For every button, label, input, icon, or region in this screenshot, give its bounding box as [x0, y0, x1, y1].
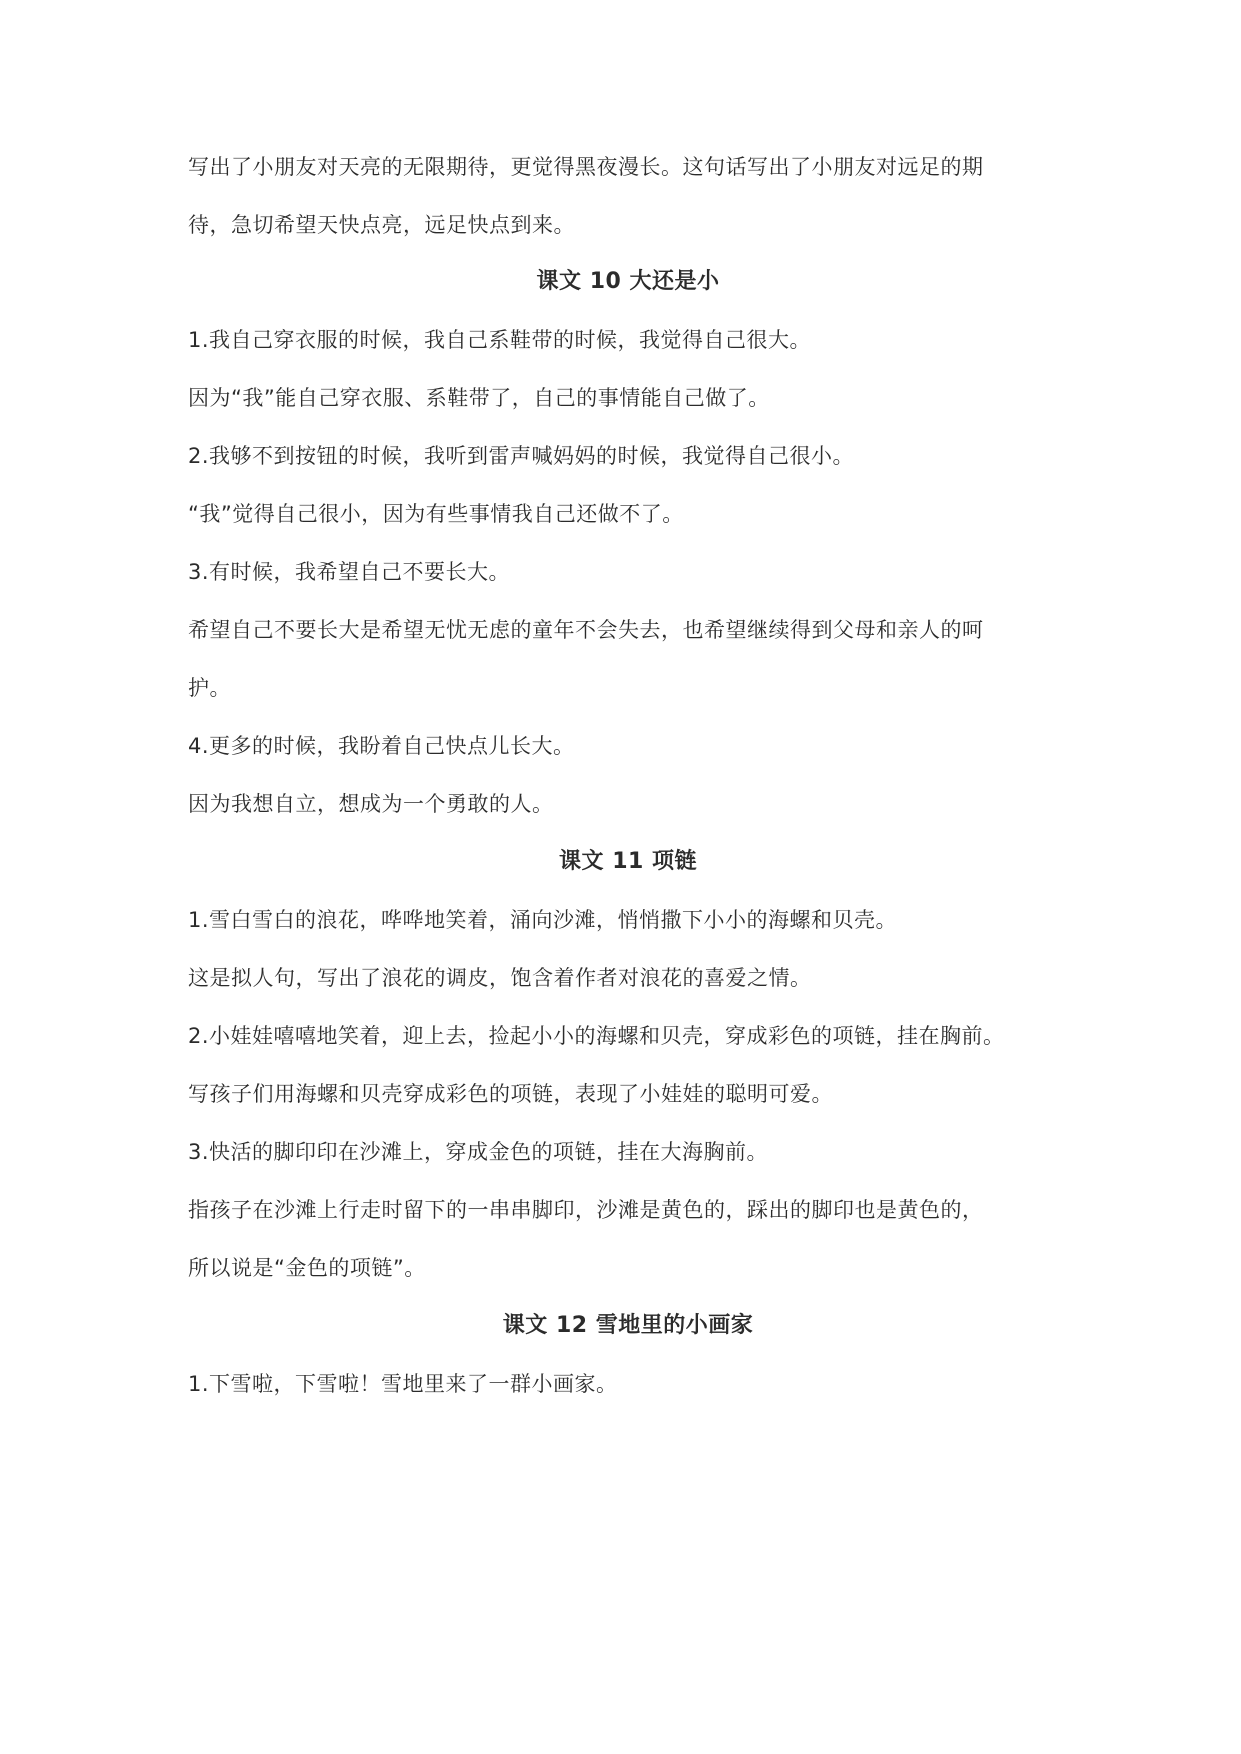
text-line: 待，急切希望天快点亮，远足快点到来。 — [188, 213, 575, 237]
text-line: 2.我够不到按钮的时候，我听到雷声喊妈妈的时候，我觉得自己很小。 — [188, 444, 855, 468]
text-line: 1.下雪啦，下雪啦！雪地里来了一群小画家。 — [188, 1372, 618, 1396]
text-line: 所以说是“金色的项链”。 — [188, 1256, 426, 1280]
text-line: 1.雪白雪白的浪花，哗哗地笑着，涌向沙滩，悄悄撒下小小的海螺和贝壳。 — [188, 908, 898, 932]
text-line: 写出了小朋友对天亮的无限期待，更觉得黑夜漫长。这句话写出了小朋友对远足的期 — [188, 155, 984, 179]
text-line: 3.有时候，我希望自己不要长大。 — [188, 560, 511, 584]
text-line: 这是拟人句，写出了浪花的调皮，饱含着作者对浪花的喜爱之情。 — [188, 966, 812, 990]
text-line: 因为“我”能自己穿衣服、系鞋带了，自己的事情能自己做了。 — [188, 386, 770, 410]
text-line: “我”觉得自己很小，因为有些事情我自己还做不了。 — [188, 502, 684, 526]
text-line: 护。 — [188, 676, 231, 700]
section-heading: 课文 11 项链 — [559, 849, 697, 874]
text-line: 指孩子在沙滩上行走时留下的一串串脚印，沙滩是黄色的，踩出的脚印也是黄色的， — [188, 1198, 984, 1222]
text-line: 写孩子们用海螺和贝壳穿成彩色的项链，表现了小娃娃的聪明可爱。 — [188, 1082, 833, 1106]
text-line: 1.我自己穿衣服的时候，我自己系鞋带的时候，我觉得自己很大。 — [188, 328, 812, 352]
text-line: 3.快活的脚印印在沙滩上，穿成金色的项链，挂在大海胸前。 — [188, 1140, 769, 1164]
text-line: 希望自己不要长大是希望无忧无虑的童年不会失去，也希望继续得到父母和亲人的呵 — [188, 618, 984, 642]
section-heading: 课文 10 大还是小 — [536, 269, 720, 294]
text-line: 4.更多的时候，我盼着自己快点儿长大。 — [188, 734, 575, 758]
text-line: 2.小娃娃嘻嘻地笑着，迎上去，捡起小小的海螺和贝壳，穿成彩色的项链，挂在胸前。 — [188, 1024, 1005, 1048]
section-heading: 课文 12 雪地里的小画家 — [502, 1313, 754, 1338]
text-line: 因为我想自立，想成为一个勇敢的人。 — [188, 792, 554, 816]
